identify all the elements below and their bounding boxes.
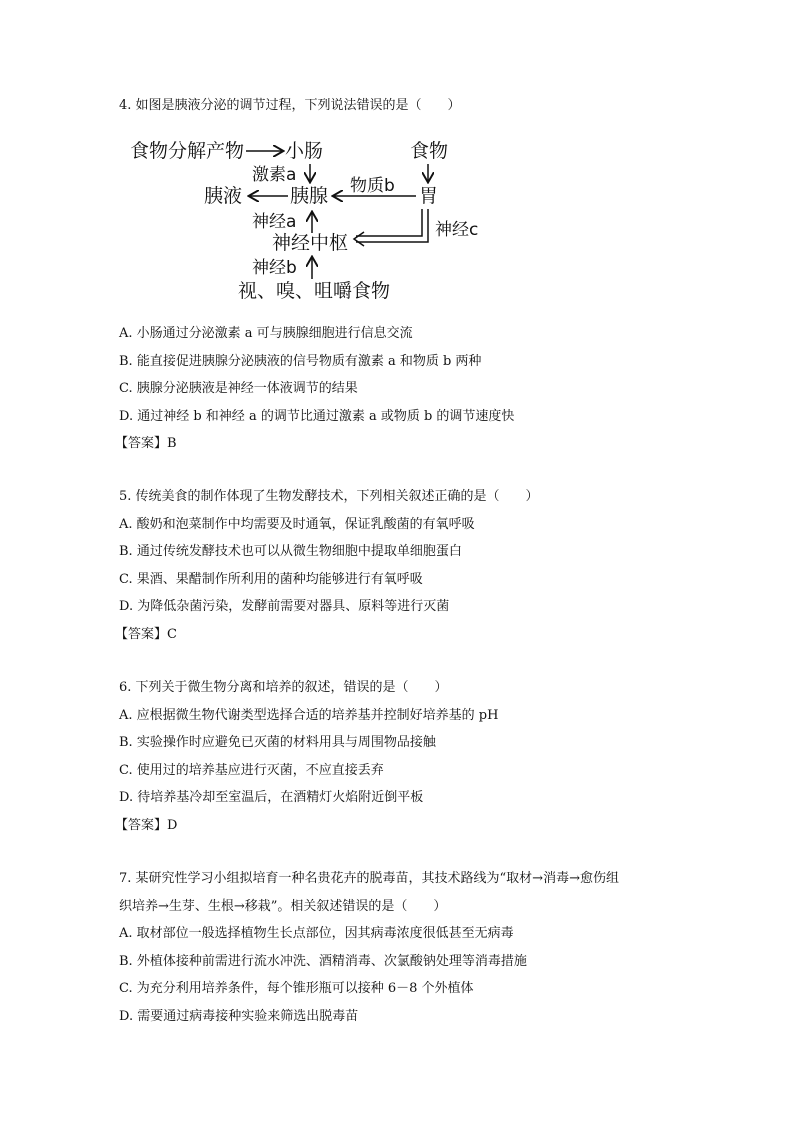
question-7-stem-line-2: 织培养→生芽、生根→移栽”。相关叙述错误的是（ ） — [119, 898, 447, 914]
option-b: B. 外植体接种前需进行流水冲洗、酒精消毒、次氯酸钠处理等消毒措施 — [119, 953, 527, 969]
question-4-stem: 4. 如图是胰液分泌的调节过程，下列说法错误的是（ ） — [119, 98, 461, 113]
option-d: D. 为降低杂菌污染，发酵前需要对器具、原料等进行灭菌 — [119, 599, 450, 614]
option-b: B. 通过传统发酵技术也可以从微生物细胞中提取单细胞蛋白 — [119, 544, 462, 559]
label-food-products: 食物分解产物 — [130, 140, 245, 162]
label-hormone-a: 激素a — [252, 165, 297, 185]
answer: 【答案】C — [115, 626, 177, 642]
label-pancreatic-juice: 胰液 — [204, 185, 243, 207]
label-nerve-b: 神经b — [252, 258, 297, 278]
option-c: C. 胰腺分泌胰液是神经一体液调节的结果 — [119, 381, 358, 396]
label-substance-b: 物质b — [350, 176, 395, 196]
option-c: C. 使用过的培养基应进行灭菌，不应直接丢弃 — [119, 762, 384, 778]
label-food: 食物 — [410, 140, 449, 162]
answer: 【答案】B — [115, 436, 177, 451]
option-d: D. 需要通过病毒接种实验来筛选出脱毒苗 — [119, 1008, 359, 1024]
label-nerve-c: 神经c — [435, 220, 479, 240]
option-a: A. 小肠通过分泌激素 a 可与胰腺细胞进行信息交流 — [119, 326, 413, 341]
label-nerve-a: 神经a — [252, 212, 297, 232]
option-d: D. 待培养基冷却至室温后，在酒精灯火焰附近倒平板 — [119, 790, 424, 805]
option-a: A. 取材部位一般选择植物生长点部位，因其病毒浓度很低甚至无病毒 — [119, 926, 514, 941]
option-c: C. 果酒、果醋制作所利用的菌种均能够进行有氧呼吸 — [119, 571, 423, 587]
label-senses: 视、嗅、咀嚼食物 — [238, 280, 391, 302]
label-stomach: 胃 — [419, 185, 439, 207]
option-d: D. 通过神经 b 和神经 a 的调节比通过激素 a 或物质 b 的调节速度快 — [119, 408, 515, 424]
label-nerve-center: 神经中枢 — [272, 232, 349, 254]
nerve-c-arrowhead — [354, 232, 364, 246]
option-b: B. 能直接促进胰腺分泌胰液的信号物质有激素 a 和物质 b 两种 — [119, 353, 482, 369]
question-7 — [119, 865, 734, 1030]
option-a: A. 应根据微生物代谢类型选择合适的培养基并控制好培养基的 pH — [119, 707, 499, 723]
question-6 — [115, 674, 734, 839]
pancreas-regulation-diagram — [130, 135, 479, 305]
question-5-stem: 5. 传统美食的制作体现了生物发酵技术，下列相关叙述正确的是（ ） — [119, 489, 539, 504]
question-7-stem-line-1: 7. 某研究性学习小组拟培育一种名贵花卉的脱毒苗，其技术路线为“取材→消毒→愈伤组 — [119, 871, 619, 886]
question-4-options — [115, 320, 734, 458]
label-pancreas: 胰腺 — [290, 185, 329, 207]
question-4 — [119, 92, 734, 120]
question-5 — [115, 483, 734, 648]
option-a: A. 酸奶和泡菜制作中均需要及时通氧，保证乳酸菌的有氧呼吸 — [119, 516, 475, 532]
question-6-stem: 6. 下列关于微生物分离和培养的叙述，错误的是（ ） — [119, 680, 448, 695]
option-b: B. 实验操作时应避免已灭菌的材料用具与周围物品接触 — [119, 735, 436, 750]
option-c: C. 为充分利用培养条件，每个锥形瓶可以接种 6－8 个外植体 — [119, 981, 474, 996]
label-intestine: 小肠 — [285, 140, 324, 162]
answer: 【答案】D — [115, 817, 178, 833]
nerve-c-path-inner — [356, 209, 428, 242]
nerve-c-path-outer — [356, 209, 422, 236]
